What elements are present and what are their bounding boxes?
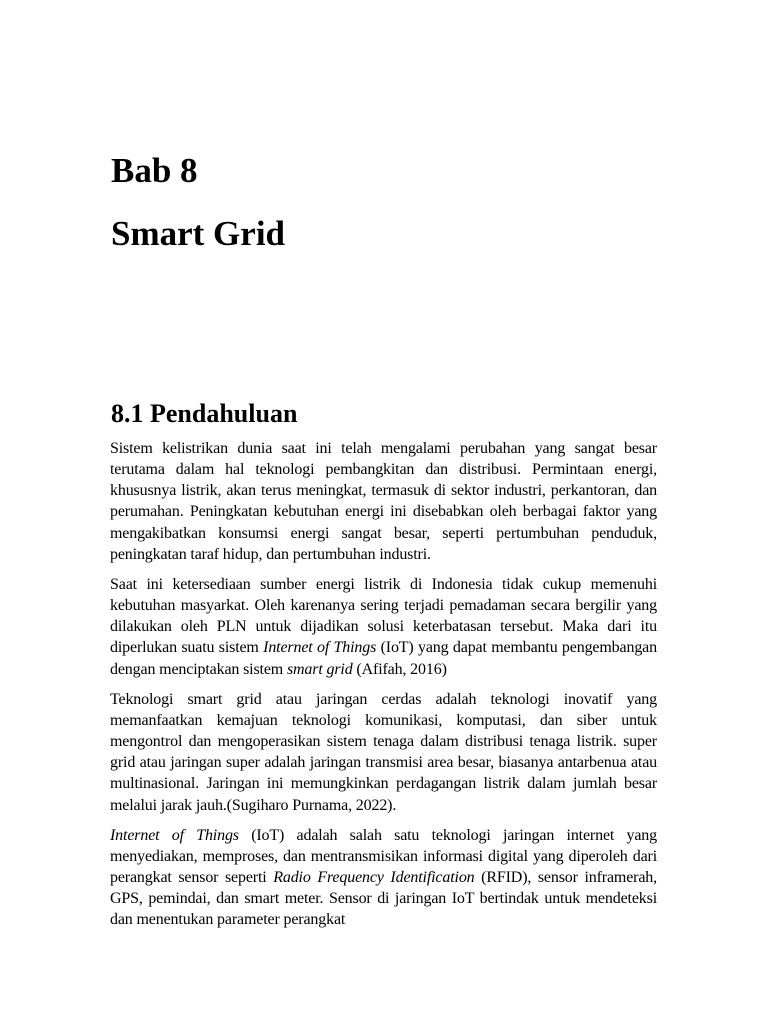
section-heading: 8.1 Pendahuluan xyxy=(111,399,298,428)
paragraph-2 xyxy=(110,574,657,680)
paragraph-2-text-a: Saat ini ketersediaan sumber energi listrik di Indonesia tidak cukup memenuhi kebutuhan masyarkat. Oleh karenanya sering terjadi pemadaman secara bergilir yang dilakukan oleh PLN untuk dijadikan solusi keterbatasan tersebut. Maka dari itu diperlukan suatu sistem xyxy=(110,575,657,657)
paragraph-2-text-c: (Afifah, 2016) xyxy=(352,660,447,678)
paragraph-2-text-b: (IoT) yang dapat membantu pengembangan dengan menciptakan sistem xyxy=(110,639,657,678)
paragraph-3: Teknologi smart grid atau jaringan cerdas adalah teknologi inovatif yang memanfaatkan kemajuan teknologi komunikasi, komputasi, dan siber untuk mengontrol dan mengoperasikan sistem tenaga dalam distribusi tenaga listrik. super grid atau jaringan super adalah jaringan transmisi area besar, biasanya antarbenua atau multinasional. Jaringan ini memungkinkan perdagangan listrik dalam jumlah besar melalui jarak jauh.(Sugiharo Purnama, 2022). xyxy=(110,690,657,814)
paragraph-2-term-smart-grid: smart grid xyxy=(286,660,353,678)
paragraph-4-text-b: (RFID), sensor inframerah, GPS, pemindai, dan smart meter. Sensor di jaringan IoT bertindak untuk mendeteksi dan menentukan parameter perangkat xyxy=(110,868,657,929)
body-text xyxy=(110,438,657,939)
paragraph-4-term-rfid: Radio Frequency Identification xyxy=(273,868,475,886)
paragraph-4 xyxy=(110,825,657,931)
chapter-title: Smart Grid xyxy=(111,214,286,253)
chapter-number: Bab 8 xyxy=(111,151,198,190)
paragraph-4-text-a: (IoT) adalah salah satu teknologi jaringan internet yang menyediakan, memproses, dan mentransmisikan informasi digital yang diperoleh dari perangkat sensor seperti xyxy=(110,826,658,886)
paragraph-2-term-iot: Internet of Things xyxy=(263,639,377,657)
paragraph-1: Sistem kelistrikan dunia saat ini telah mengalami perubahan yang sangat besar terutama dalam hal teknologi pembangkitan dan distribusi. Permintaan energi, khususnya listrik, akan terus meningkat, termasuk di sektor industri, perkantoran, dan perumahan. Peningkatan kebutuhan energi ini disebabkan oleh berbagai faktor yang mengakibatkan konsumsi energi sangat besar, seperti pertumbuhan penduduk, peningkatan taraf hidup, dan pertumbuhan industri. xyxy=(110,440,657,563)
paragraph-4-term-iot: Internet of Things xyxy=(110,826,239,844)
